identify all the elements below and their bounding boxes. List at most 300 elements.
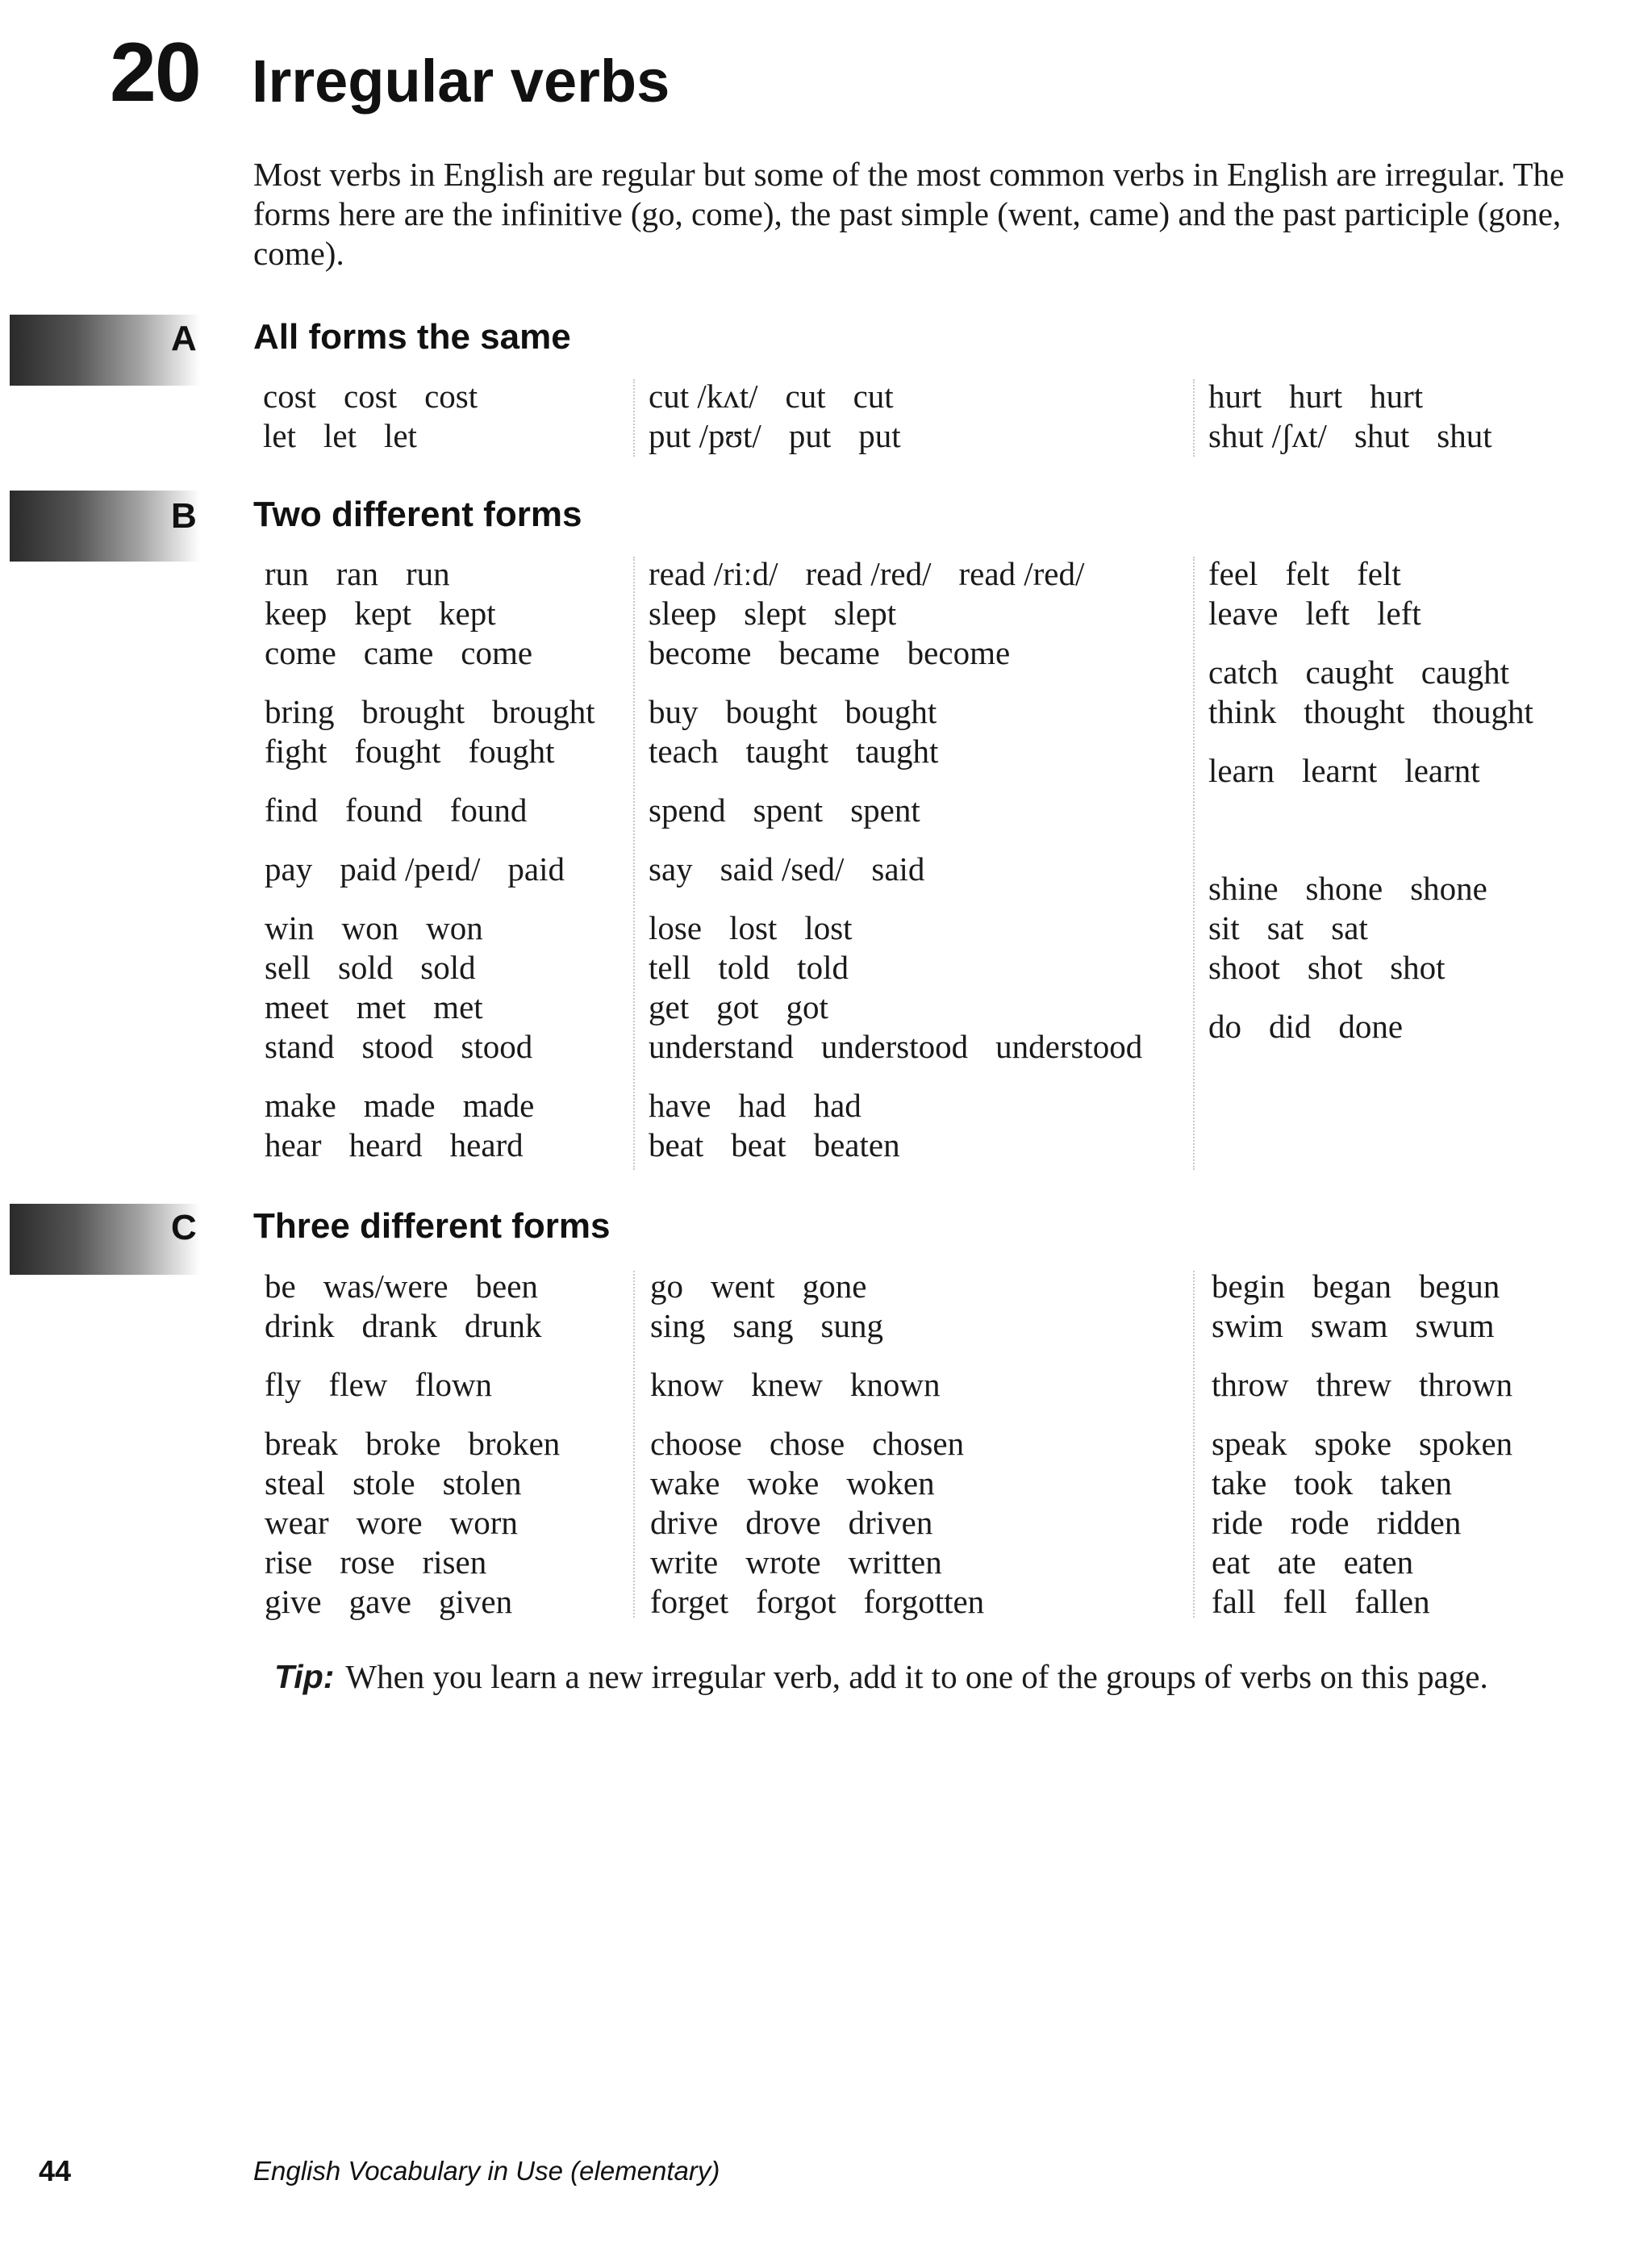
verb-row — [265, 988, 595, 1027]
verb-row — [1208, 948, 1533, 988]
verb-past-participle: told — [797, 949, 849, 986]
section-b-col-3 — [1208, 554, 1533, 1046]
verb-infinitive: write — [650, 1543, 719, 1581]
verb-past-participle: shot — [1390, 949, 1446, 986]
section-c-letter: C — [171, 1208, 197, 1247]
verb-past-simple: took — [1294, 1464, 1354, 1501]
verb-past-simple: told — [718, 949, 770, 986]
verb-group — [649, 1086, 1142, 1165]
verb-row — [263, 416, 478, 456]
verb-past-participle: hurt — [1370, 378, 1424, 415]
column-divider — [633, 1271, 635, 1618]
verb-past-participle: let — [383, 417, 417, 454]
verb-past-participle: been — [475, 1268, 538, 1305]
verb-past-participle: flown — [415, 1366, 493, 1403]
verb-past-simple: chose — [769, 1425, 845, 1462]
verb-past-simple: swam — [1310, 1307, 1388, 1344]
verb-infinitive: keep — [265, 595, 327, 632]
verb-infinitive: do — [1208, 1008, 1241, 1045]
verb-past-participle: chosen — [872, 1425, 965, 1462]
verb-row — [1208, 377, 1492, 416]
verb-row — [265, 791, 595, 830]
verb-past-simple: drank — [361, 1307, 437, 1344]
verb-infinitive: wake — [650, 1464, 720, 1501]
verb-group — [1208, 554, 1533, 633]
verb-past-participle: felt — [1357, 555, 1401, 592]
verb-past-participle: done — [1338, 1008, 1404, 1045]
verb-infinitive: hear — [265, 1126, 322, 1163]
verb-group — [265, 908, 595, 1067]
verb-past-simple: ate — [1277, 1543, 1316, 1581]
verb-infinitive: get — [649, 988, 690, 1025]
verb-past-simple: gave — [348, 1583, 411, 1620]
verb-infinitive: come — [265, 634, 336, 671]
verb-group — [265, 1267, 560, 1346]
verb-infinitive: understand — [649, 1028, 794, 1065]
verb-infinitive: become — [649, 634, 752, 671]
section-c-title: Three different forms — [253, 1206, 611, 1246]
verb-past-simple: learnt — [1301, 752, 1378, 789]
verb-infinitive: drive — [650, 1504, 719, 1541]
verb-past-simple: spoke — [1314, 1425, 1392, 1462]
section-a-col-2 — [649, 377, 901, 456]
verb-past-simple: woke — [747, 1464, 820, 1501]
verb-infinitive: buy — [649, 693, 699, 730]
verb-infinitive: pay — [265, 850, 313, 888]
verb-infinitive: make — [265, 1087, 336, 1124]
verb-row — [265, 1267, 560, 1306]
verb-group — [650, 1267, 984, 1346]
verb-group — [649, 850, 1142, 889]
verb-infinitive: let — [263, 417, 296, 454]
verb-row — [649, 908, 1142, 948]
section-b-col-1 — [265, 554, 595, 1165]
verb-infinitive: ride — [1212, 1504, 1263, 1541]
tip-box — [274, 1657, 1533, 1697]
verb-infinitive: spend — [649, 791, 726, 829]
book-title: English Vocabulary in Use (elementary) — [253, 2156, 720, 2186]
column-divider — [633, 557, 635, 1170]
verb-past-participle: read /red/ — [958, 555, 1085, 592]
verb-infinitive: find — [265, 791, 319, 829]
verb-row — [265, 1424, 560, 1464]
page-number: 44 — [39, 2154, 72, 2187]
verb-infinitive: hurt — [1208, 378, 1262, 415]
verb-row — [265, 692, 595, 732]
section-a-letter: A — [171, 319, 197, 358]
verb-group — [1212, 1267, 1512, 1346]
verb-past-simple: threw — [1316, 1366, 1392, 1403]
verb-group — [1208, 869, 1533, 988]
verb-past-simple: sang — [732, 1307, 794, 1344]
verb-past-simple: stood — [361, 1028, 434, 1065]
verb-past-simple: found — [345, 791, 423, 829]
verb-past-simple: read /red/ — [805, 555, 932, 592]
verb-past-simple: rode — [1290, 1504, 1350, 1541]
verb-infinitive: steal — [265, 1464, 326, 1501]
verb-row — [265, 1126, 595, 1165]
verb-row — [265, 1464, 560, 1503]
verb-past-participle: stood — [461, 1028, 533, 1065]
section-c-col-3 — [1212, 1267, 1512, 1622]
verb-past-simple: paid /peɪd/ — [340, 850, 481, 888]
verb-past-participle: heard — [449, 1126, 524, 1163]
verb-past-participle: run — [406, 555, 450, 592]
verb-past-participle: understood — [995, 1028, 1143, 1065]
verb-row — [650, 1503, 984, 1543]
column-divider — [1193, 1271, 1195, 1618]
verb-past-simple: spent — [753, 791, 824, 829]
verb-past-simple: knew — [751, 1366, 823, 1403]
verb-infinitive: bring — [265, 693, 335, 730]
verb-group — [265, 1424, 560, 1622]
verb-infinitive: speak — [1212, 1425, 1287, 1462]
section-b-col-2 — [649, 554, 1142, 1165]
verb-row — [649, 1027, 1142, 1067]
verb-infinitive: leave — [1208, 595, 1279, 632]
verb-past-participle: woken — [846, 1464, 935, 1501]
verb-group — [1208, 1007, 1533, 1046]
verb-past-simple: let — [323, 417, 357, 454]
verb-past-participle: found — [449, 791, 528, 829]
verb-past-participle: eaten — [1343, 1543, 1414, 1581]
verb-infinitive: break — [265, 1425, 339, 1462]
verb-row — [265, 908, 595, 948]
verb-past-simple: kept — [354, 595, 411, 632]
verb-past-simple: flew — [328, 1366, 388, 1403]
verb-past-simple: brought — [361, 693, 465, 730]
verb-row — [1212, 1365, 1512, 1405]
verb-row — [1208, 908, 1533, 948]
tip-label: Tip: — [274, 1658, 335, 1695]
verb-row — [265, 633, 595, 673]
unit-title: Irregular verbs — [252, 48, 670, 115]
verb-row — [1212, 1267, 1512, 1306]
verb-past-simple: said /sed/ — [720, 850, 845, 888]
verb-group — [650, 1365, 984, 1405]
verb-row — [650, 1306, 984, 1346]
verb-past-simple: beat — [731, 1126, 786, 1163]
verb-group — [649, 554, 1142, 673]
verb-past-participle: left — [1377, 595, 1421, 632]
verb-past-participle: cut — [853, 378, 894, 415]
verb-infinitive: swim — [1212, 1307, 1283, 1344]
verb-past-simple: shut — [1354, 417, 1410, 454]
unit-number: 20 — [110, 26, 200, 119]
verb-row — [1208, 554, 1533, 594]
verb-past-simple: had — [738, 1087, 786, 1124]
verb-past-participle: spoken — [1419, 1425, 1513, 1462]
column-divider — [633, 379, 635, 457]
verb-past-simple: lost — [729, 909, 778, 946]
verb-past-simple: shone — [1305, 870, 1383, 907]
verb-group — [649, 908, 1142, 1067]
verb-past-participle: gone — [802, 1268, 867, 1305]
verb-infinitive: sleep — [649, 595, 717, 632]
verb-past-simple: sold — [337, 949, 394, 986]
verb-past-participle: spent — [850, 791, 920, 829]
verb-infinitive: sit — [1208, 909, 1240, 946]
verb-row — [650, 1267, 984, 1306]
column-divider — [1193, 379, 1195, 457]
verb-group — [265, 692, 595, 771]
verb-infinitive: say — [649, 850, 693, 888]
verb-past-participle: given — [439, 1583, 513, 1620]
verb-infinitive: fall — [1212, 1583, 1256, 1620]
verb-past-participle: thought — [1432, 693, 1533, 730]
verb-row — [265, 594, 595, 633]
verb-row — [1212, 1464, 1512, 1503]
verb-past-simple: drove — [745, 1504, 821, 1541]
section-a-col-1 — [263, 377, 478, 456]
verb-infinitive: learn — [1208, 752, 1274, 789]
verb-infinitive: put /pʊt/ — [649, 417, 761, 454]
verb-row — [1212, 1582, 1512, 1622]
verb-past-simple: did — [1269, 1008, 1312, 1045]
verb-past-participle: swum — [1415, 1307, 1495, 1344]
verb-row — [649, 948, 1142, 988]
verb-row — [649, 988, 1142, 1027]
verb-past-simple: came — [363, 634, 434, 671]
verb-past-participle: made — [462, 1087, 535, 1124]
verb-past-simple: rose — [340, 1543, 395, 1581]
verb-past-simple: wrote — [745, 1543, 821, 1581]
verb-past-simple: stole — [353, 1464, 415, 1501]
verb-infinitive: win — [265, 909, 315, 946]
verb-infinitive: stand — [265, 1028, 335, 1065]
verb-infinitive: forget — [650, 1583, 729, 1620]
verb-past-participle: shut — [1437, 417, 1492, 454]
verb-past-participle: brought — [492, 693, 595, 730]
verb-group — [1208, 751, 1533, 791]
verb-group — [265, 554, 595, 673]
verb-past-simple: cut — [785, 378, 826, 415]
verb-row — [265, 554, 595, 594]
verb-group — [649, 791, 1142, 830]
section-a-col-3 — [1208, 377, 1492, 456]
verb-group — [1208, 377, 1492, 456]
verb-row — [649, 1086, 1142, 1126]
verb-past-participle: slept — [833, 595, 897, 632]
verb-past-participle: learnt — [1404, 752, 1480, 789]
verb-infinitive: cost — [263, 378, 317, 415]
verb-row — [649, 1126, 1142, 1165]
verb-group — [649, 377, 901, 456]
verb-group — [265, 1365, 560, 1405]
verb-infinitive: run — [265, 555, 309, 592]
verb-past-simple: taught — [745, 733, 828, 770]
verb-past-simple: won — [341, 909, 399, 946]
verb-infinitive: know — [650, 1366, 724, 1403]
verb-infinitive: lose — [649, 909, 703, 946]
verb-row — [649, 633, 1142, 673]
verb-past-participle: drunk — [464, 1307, 542, 1344]
verb-row — [649, 554, 1142, 594]
verb-row — [650, 1424, 984, 1464]
verb-past-participle: fallen — [1354, 1583, 1430, 1620]
verb-group — [265, 1086, 595, 1165]
verb-past-participle: bought — [845, 693, 937, 730]
verb-past-simple: ran — [336, 555, 379, 592]
verb-infinitive: shoot — [1208, 949, 1280, 986]
verb-past-participle: risen — [422, 1543, 487, 1581]
verb-past-participle: come — [461, 634, 533, 671]
intro-paragraph: Most verbs in English are regular but some of the most common verbs in English are irregular. The forms here are the infinitive (go, come), the past simple (went, came) and the past participle (gone, come). — [253, 156, 1565, 272]
verb-row — [265, 948, 595, 988]
verb-past-participle: begun — [1419, 1268, 1500, 1305]
verb-past-participle: written — [848, 1543, 942, 1581]
verb-past-participle: shone — [1410, 870, 1487, 907]
verb-past-simple: forgot — [756, 1583, 836, 1620]
verb-past-participle: said — [871, 850, 925, 888]
tip-text: When you learn a new irregular verb, add it to one of the groups of verbs on this page. — [345, 1658, 1488, 1695]
verb-past-simple: met — [356, 988, 407, 1025]
verb-past-participle: caught — [1420, 654, 1510, 691]
verb-infinitive: catch — [1208, 654, 1279, 691]
verb-row — [649, 377, 901, 416]
verb-row — [265, 1086, 595, 1126]
verb-infinitive: begin — [1212, 1268, 1286, 1305]
verb-past-participle: fought — [468, 733, 555, 770]
section-b-letter: B — [171, 496, 197, 536]
verb-group — [1212, 1365, 1512, 1405]
verb-infinitive: tell — [649, 949, 691, 986]
verb-row — [265, 850, 595, 889]
verb-past-participle: sold — [420, 949, 476, 986]
verb-row — [650, 1543, 984, 1582]
verb-past-simple: thought — [1304, 693, 1405, 730]
verb-past-simple: bought — [725, 693, 818, 730]
verb-past-simple: began — [1312, 1268, 1391, 1305]
verb-infinitive: teach — [649, 733, 719, 770]
verb-group — [263, 377, 478, 456]
verb-past-participle: taught — [855, 733, 939, 770]
verb-past-participle: known — [849, 1366, 941, 1403]
verb-group — [1208, 810, 1533, 850]
verb-infinitive: go — [650, 1268, 683, 1305]
verb-past-participle: worn — [449, 1504, 518, 1541]
verb-group — [1212, 1424, 1512, 1622]
verb-row — [649, 416, 901, 456]
verb-past-participle: paid — [507, 850, 565, 888]
verb-past-participle: forgotten — [863, 1583, 985, 1620]
verb-past-participle: taken — [1380, 1464, 1452, 1501]
verb-row — [1208, 751, 1533, 791]
verb-past-simple: heard — [348, 1126, 423, 1163]
verb-row — [649, 850, 1142, 889]
verb-row — [1212, 1424, 1512, 1464]
verb-past-simple: hurt — [1289, 378, 1343, 415]
verb-infinitive: think — [1208, 693, 1277, 730]
verb-past-simple: wore — [356, 1504, 423, 1541]
column-divider — [1193, 557, 1195, 1170]
verb-row — [649, 692, 1142, 732]
verb-past-participle: beaten — [813, 1126, 900, 1163]
verb-past-participle: driven — [848, 1504, 933, 1541]
verb-infinitive: drink — [265, 1307, 335, 1344]
verb-row — [649, 791, 1142, 830]
verb-infinitive: feel — [1208, 555, 1258, 592]
verb-group — [265, 850, 595, 889]
verb-row — [1208, 653, 1533, 692]
verb-infinitive: sell — [265, 949, 311, 986]
verb-past-participle: had — [813, 1087, 861, 1124]
verb-past-participle: ridden — [1376, 1504, 1462, 1541]
verb-past-participle: thrown — [1419, 1366, 1513, 1403]
verb-past-participle: become — [907, 634, 1011, 671]
verb-infinitive: throw — [1212, 1366, 1289, 1403]
section-c-col-1 — [265, 1267, 560, 1622]
verb-past-simple: understood — [820, 1028, 969, 1065]
verb-past-simple: left — [1305, 595, 1350, 632]
verb-past-participle: put — [858, 417, 901, 454]
verb-infinitive: fly — [265, 1366, 302, 1403]
verb-past-simple: caught — [1305, 654, 1394, 691]
verb-group — [650, 1424, 984, 1622]
verb-past-simple: was/were — [323, 1268, 448, 1305]
verb-past-participle: got — [786, 988, 828, 1025]
verb-past-participle: kept — [439, 595, 496, 632]
verb-infinitive: meet — [265, 988, 329, 1025]
verb-row — [1208, 416, 1492, 456]
verb-row — [265, 1306, 560, 1346]
verb-row — [650, 1365, 984, 1405]
verb-past-simple: fell — [1283, 1583, 1328, 1620]
verb-past-participle: stolen — [442, 1464, 522, 1501]
verb-infinitive: sing — [650, 1307, 706, 1344]
verb-row — [1208, 1007, 1533, 1046]
verb-infinitive: shut /ʃʌt/ — [1208, 417, 1327, 454]
verb-past-simple: sat — [1266, 909, 1304, 946]
verb-past-participle: cost — [424, 378, 478, 415]
verb-infinitive: shine — [1208, 870, 1279, 907]
verb-past-participle: sat — [1331, 909, 1368, 946]
verb-row — [263, 377, 478, 416]
verb-past-participle: lost — [804, 909, 853, 946]
verb-infinitive: take — [1212, 1464, 1267, 1501]
verb-infinitive: beat — [649, 1126, 704, 1163]
verb-group — [265, 791, 595, 830]
verb-past-participle: won — [426, 909, 483, 946]
verb-infinitive: eat — [1212, 1543, 1250, 1581]
verb-row — [1208, 692, 1533, 732]
verb-past-simple: became — [778, 634, 880, 671]
verb-past-simple: felt — [1285, 555, 1330, 592]
verb-row — [265, 1582, 560, 1622]
verb-past-simple: put — [788, 417, 832, 454]
verb-row — [265, 1365, 560, 1405]
section-c-col-2 — [650, 1267, 984, 1622]
verb-row — [1212, 1503, 1512, 1543]
verb-infinitive: be — [265, 1268, 296, 1305]
verb-past-simple: cost — [344, 378, 398, 415]
verb-infinitive: choose — [650, 1425, 742, 1462]
verb-infinitive: cut /kʌt/ — [649, 378, 758, 415]
verb-past-simple: went — [711, 1268, 775, 1305]
verb-infinitive: read /riːd/ — [649, 555, 778, 592]
verb-row — [650, 1582, 984, 1622]
verb-past-participle: met — [433, 988, 483, 1025]
verb-infinitive: fight — [265, 733, 327, 770]
verb-infinitive: rise — [265, 1543, 313, 1581]
verb-row — [1212, 1543, 1512, 1582]
verb-row — [649, 594, 1142, 633]
verb-infinitive: wear — [265, 1504, 329, 1541]
verb-row — [1208, 594, 1533, 633]
verb-past-participle: broken — [468, 1425, 561, 1462]
verb-group — [649, 692, 1142, 771]
verb-infinitive: give — [265, 1583, 322, 1620]
